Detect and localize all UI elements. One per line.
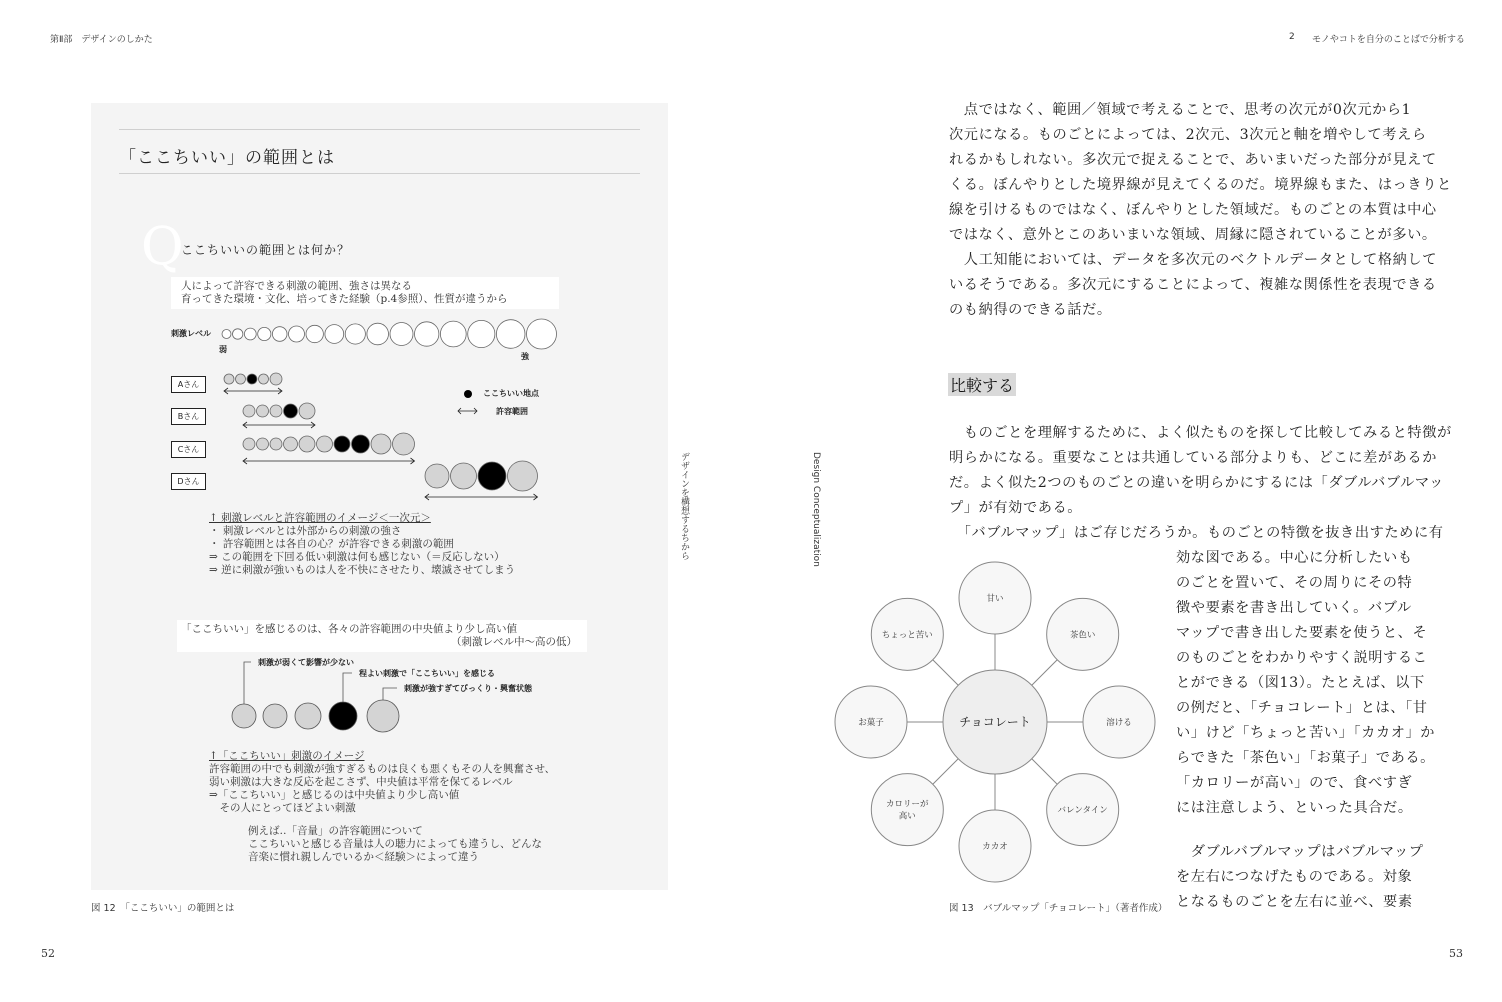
scale-circle bbox=[345, 324, 365, 344]
scale-circle bbox=[258, 327, 271, 340]
body-line: 次元になる。ものごとによっては、2次元、3次元と軸を増やして考えら bbox=[949, 127, 1427, 143]
person-circle bbox=[508, 461, 538, 491]
callout-circle bbox=[232, 704, 256, 728]
person-circle bbox=[236, 374, 246, 384]
scale-circle bbox=[390, 323, 413, 346]
body-line: の例だと、「チョコレート」とは、「甘 bbox=[1176, 700, 1428, 716]
body-line: いるそうである。多次元にすることによって、複雑な関係性を表現できる bbox=[949, 277, 1437, 293]
page-number-left: 52 bbox=[41, 947, 55, 960]
bubble-label: 茶色い bbox=[1069, 630, 1096, 641]
connector-line bbox=[933, 660, 958, 685]
figure-13-caption: 図 13 バブルマップ「チョコレート」（著者作成） bbox=[949, 903, 1168, 914]
body-line: 効な図である。中心に分析したいも bbox=[1176, 550, 1413, 566]
example-line: 音楽に慣れ親しんでいるか＜経験＞によって違う bbox=[248, 851, 479, 863]
highlight-line: （刺激レベル中～高の低） bbox=[451, 636, 577, 648]
callout-strong: 刺激が強すぎてびっくり・興奮状態 bbox=[404, 684, 532, 693]
bubble-label: お菓子 bbox=[858, 718, 884, 728]
person-circle bbox=[259, 374, 269, 384]
notes-1 bbox=[209, 512, 515, 577]
leader-line bbox=[383, 688, 397, 700]
scale-circle bbox=[272, 327, 287, 342]
leader-line bbox=[244, 662, 251, 704]
thumb-index-left: デザインを構想するちから bbox=[679, 452, 689, 560]
question-text: ここちいいの範囲とは何か？ bbox=[181, 243, 351, 257]
person-a-label: Aさん bbox=[171, 376, 206, 393]
person-circle bbox=[451, 463, 477, 489]
body-line: のごとを置いて、その周りにその特 bbox=[1176, 575, 1413, 591]
figure-12-panel bbox=[91, 103, 668, 890]
legend-range: 許容範囲 bbox=[496, 407, 528, 416]
body-line: らできた「茶色い」「お菓子」である。 bbox=[1176, 750, 1435, 766]
scale-circle bbox=[244, 328, 256, 340]
callout-circle bbox=[329, 702, 357, 730]
person-circle bbox=[247, 374, 257, 384]
body-line: 明らかになる。重要なことは共通している部分よりも、どこに差があるか bbox=[949, 450, 1437, 466]
person-circle bbox=[224, 374, 234, 384]
bubble-label: カロリーが bbox=[886, 799, 929, 810]
person-circle bbox=[317, 436, 333, 452]
thumb-index-right: Design Conceptualization bbox=[811, 452, 821, 567]
body-line: 「カロリーが高い」ので、食べすぎ bbox=[1176, 775, 1413, 791]
note-line: ・ 刺激レベルとは外部からの刺激の強さ bbox=[209, 525, 402, 537]
paragraph-3 bbox=[1176, 546, 1435, 821]
callout-circle bbox=[263, 704, 287, 728]
paragraph-4 bbox=[1176, 840, 1424, 915]
scale-circle bbox=[468, 320, 495, 347]
body-line: ではなく、意外とこのあいまいな領域、周縁に隠されていることが多い。 bbox=[949, 227, 1437, 243]
bubble-label: カカオ bbox=[982, 842, 1008, 852]
running-head-number: 2 bbox=[1289, 32, 1295, 42]
person-circle bbox=[299, 436, 315, 452]
person-d-label: Dさん bbox=[171, 473, 206, 490]
example-line: ここちいいと感じる音量は人の聴力によっても違うし、どんな bbox=[248, 838, 542, 850]
scale-circle bbox=[306, 325, 323, 342]
body-line: には注意しよう、といった具合だ。 bbox=[1176, 800, 1413, 816]
note-line: ⇒「ここちいい」と感じるのは中央値より少し高い値 bbox=[209, 789, 460, 801]
body-line: のも納得のできる話だ。 bbox=[949, 302, 1112, 318]
person-circle bbox=[270, 438, 282, 450]
person-circle bbox=[243, 405, 255, 417]
scale-label: 刺激レベル bbox=[171, 329, 211, 338]
person-circle bbox=[284, 437, 298, 451]
callout-weak: 刺激が弱くて影響が少ない bbox=[258, 658, 354, 667]
scale-circle bbox=[496, 320, 525, 349]
paragraph-1 bbox=[949, 98, 1452, 323]
note-line: ↑ 刺激レベルと許容範囲のイメージ＜一次元＞ bbox=[209, 512, 431, 524]
paragraph-2 bbox=[949, 421, 1452, 546]
scale-weak: 弱 bbox=[219, 345, 227, 354]
person-circle bbox=[352, 435, 370, 453]
legend-dot-icon bbox=[464, 390, 472, 398]
body-line: 人工知能においては、データを多次元のベクトルデータとして格納して bbox=[949, 252, 1437, 268]
body-line: ダブルバブルマップはバブルマップ bbox=[1176, 844, 1424, 860]
leader-line bbox=[343, 673, 352, 702]
page-number-right: 53 bbox=[1449, 947, 1463, 960]
body-line: ものごとを理解するために、よく似たものを探して比較してみると特徴が bbox=[949, 425, 1452, 441]
callout-sweet: 程よい刺激で「ここちいい」を感じる bbox=[359, 669, 495, 678]
person-circle bbox=[478, 462, 506, 490]
bubble-label: バレンタイン bbox=[1057, 805, 1108, 816]
note-line: その人にとってほどよい刺激 bbox=[209, 802, 356, 814]
body-line: だ。よく似た2つのものごとの違いを明らかにするには「ダブルバブルマッ bbox=[949, 475, 1444, 491]
person-c-label: Cさん bbox=[171, 441, 206, 458]
body-line: い」けど「ちょっと苦い」「カカオ」か bbox=[1176, 725, 1436, 741]
person-circle bbox=[257, 438, 269, 450]
scale-circle bbox=[289, 326, 305, 342]
bubble-label: ちょっと苦い bbox=[881, 630, 933, 641]
body-line: れるかもしれない。多次元で捉えることで、あいまいだった部分が見えて bbox=[949, 152, 1437, 168]
figure-title: 「ここちいい」の範囲とは bbox=[119, 148, 335, 168]
body-line: となるものごとを左右に並べ、要素 bbox=[1176, 894, 1413, 910]
person-circle bbox=[299, 403, 315, 419]
body-line: 「バブルマップ」はご存じだろうか。ものごとの特徴を抜き出すために有 bbox=[949, 525, 1444, 541]
scale-circle bbox=[440, 321, 466, 347]
scale-strong: 強 bbox=[521, 352, 529, 361]
intro-line: 人によって許容できる刺激の範囲、強さは異なる bbox=[181, 280, 412, 292]
note-line: 弱い刺激は大きな反応を起こさず、中央値は平常を保てるレベル bbox=[209, 776, 513, 788]
person-circle bbox=[334, 436, 350, 452]
section-heading: 比較する bbox=[948, 373, 1016, 396]
figure-12-caption: 図 12 「ここちいい」の範囲とは bbox=[91, 903, 235, 914]
person-b-label: Bさん bbox=[171, 408, 206, 425]
person-circle bbox=[243, 438, 255, 450]
body-line: マップで書き出した要素を使うと、そ bbox=[1176, 625, 1428, 641]
scale-circle bbox=[222, 330, 231, 339]
bubble-label: 溶ける bbox=[1106, 718, 1132, 728]
bubble-map-diagram bbox=[830, 555, 1165, 890]
person-circle bbox=[270, 373, 282, 385]
legend-sweet-spot: ここちいい地点 bbox=[483, 389, 539, 398]
scale-circle bbox=[233, 329, 243, 339]
person-circle bbox=[425, 464, 449, 488]
highlight-line: 「ここちいい」を感じるのは、各々の許容範囲の中央値より少し高い値 bbox=[181, 623, 517, 635]
connector-line bbox=[1032, 660, 1057, 685]
q-letter: Q bbox=[141, 217, 184, 277]
person-circle bbox=[270, 405, 282, 417]
note-line: ・ 許容範囲とは各自の心？が許容できる刺激の範囲 bbox=[209, 538, 454, 550]
example-block bbox=[248, 825, 542, 864]
person-circle bbox=[257, 405, 269, 417]
body-line: を左右につなげたものである。対象 bbox=[1176, 869, 1413, 885]
running-head-left: 第Ⅱ部 デザインのしかた bbox=[50, 35, 153, 45]
notes-2 bbox=[209, 750, 555, 815]
bubble-center-label: チョコレート bbox=[959, 715, 1031, 729]
body-line: 線を引けるものではなく、ぼんやりとした領域だ。ものごとの本質は中心 bbox=[949, 202, 1437, 218]
note-line: ⇒ この範囲を下回る低い刺激は何も感じない（＝反応しない） bbox=[209, 551, 505, 563]
body-line: 徴や要素を書き出していく。バブル bbox=[1176, 600, 1412, 616]
scale-circle bbox=[527, 319, 557, 349]
body-line: くる。ぼんやりとした境界線が見えてくるのだ。境界線もまた、はっきりと bbox=[949, 177, 1452, 193]
callout-circle bbox=[295, 703, 321, 729]
body-line: 点ではなく、範囲／領域で考えることで、思考の次元が0次元から1 bbox=[949, 102, 1412, 118]
highlight-box bbox=[177, 620, 587, 652]
note-line: ⇒ 逆に刺激が強いものは人を不快にさせたり、壊滅させてしまう bbox=[209, 564, 516, 576]
person-circle bbox=[371, 434, 391, 454]
scale-circle bbox=[367, 323, 389, 345]
callout-circle bbox=[367, 700, 399, 732]
note-line: ↑「ここちいい」刺激のイメージ bbox=[209, 750, 365, 762]
body-line: のものごとをわかりやすく説明するこ bbox=[1176, 650, 1428, 666]
connector-line bbox=[933, 759, 958, 784]
scale-circle bbox=[325, 325, 344, 344]
scale-circle bbox=[415, 322, 439, 346]
running-head-right: モノやコトを自分のことばで分析する bbox=[1312, 35, 1465, 45]
person-circle bbox=[284, 404, 298, 418]
body-line: プ」が有効である。 bbox=[949, 500, 1083, 516]
bubble-label: 甘い bbox=[986, 594, 1004, 604]
example-line: 例えば‥「音量」の許容範囲について bbox=[248, 825, 423, 837]
connector-line bbox=[1032, 759, 1057, 784]
bubble-label: 高い bbox=[898, 811, 916, 822]
intro-line: 育ってきた環境・文化、培ってきた経験（p.4参照）、性質が違うから bbox=[181, 293, 508, 305]
body-line: とができる（図13）。たとえば、以下 bbox=[1176, 675, 1425, 691]
person-circle bbox=[393, 433, 415, 455]
note-line: 許容範囲の中でも刺激が強すぎるものは良くも悪くもその人を興奮させ、 bbox=[209, 763, 556, 775]
